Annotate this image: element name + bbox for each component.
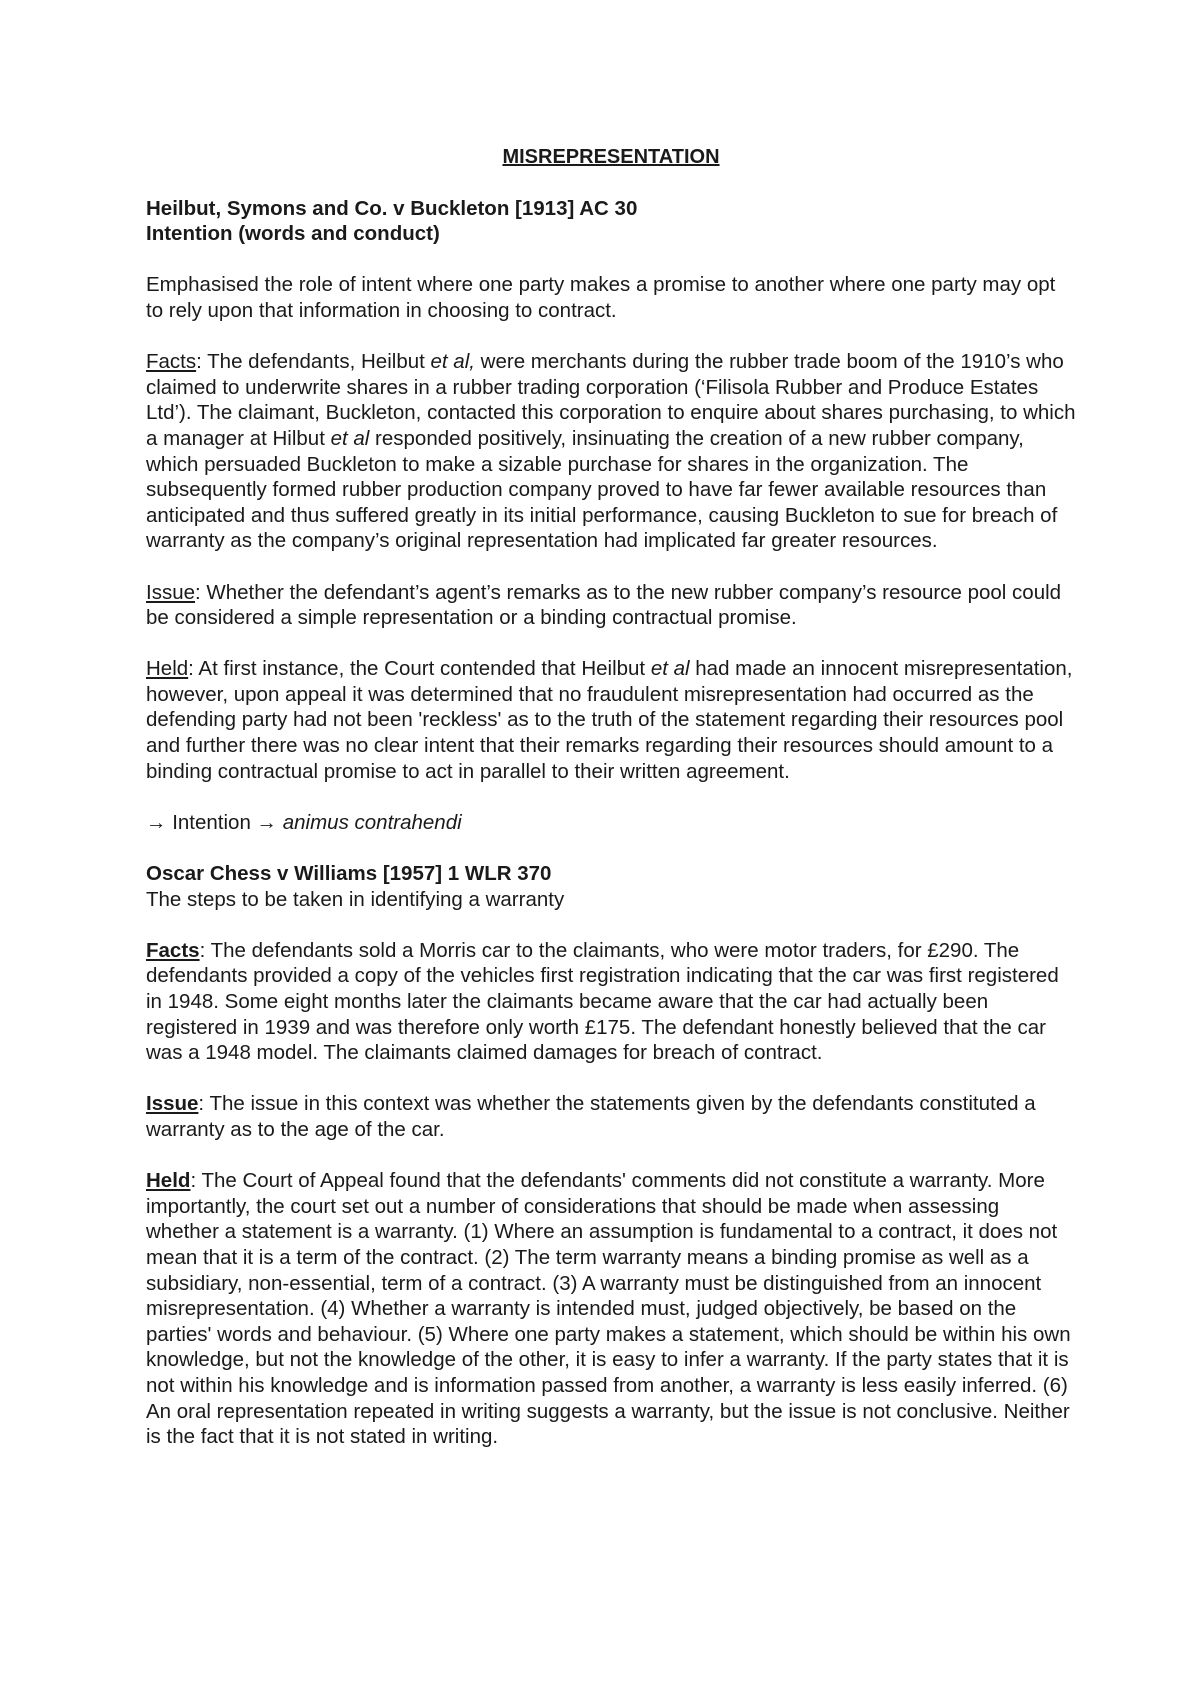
case-subtitle-oscar-chess: The steps to be taken in identifying a warranty (146, 887, 565, 911)
facts-text-b: were merchants during the rubber trade boom of the 1910’s who claimed to underwrite shares in a rubber trading corporation (‘Filisola Rubber and Produce Estates Ltd’). The claimant, Buckleton, contacted this corporation to enquire about shares purchasing, to which a manager at Hilbut (146, 350, 1076, 450)
held-text: : The Court of Appeal found that the defendants' comments did not constitute a warranty. More importantly, the court set out a number of considerations that should be made when assessing whether a statement is a warranty. (1) Where an assumption is fundamental to a contract, it does not mean that it is a term of the contract. (2) The term warranty means a binding promise as well as a subsidiary, non-essential, term of a contract. (3) A warranty must be distinguished from an innocent misrepresentation. (4) Whether a warranty is intended must, judged objectively, be based on the parties' words and behaviour. (5) Where one party makes a statement, which should be within his own knowledge, but not the knowledge of the other, it is easy to infer a warranty. If the party states that it is not within his knowledge and is information passed from another, a warranty is less easily inferred. (6) An oral representation repeated in writing suggests a warranty, but the issue is not conclusive. Neither is the fact that it is not stated in writing. (146, 1169, 1071, 1449)
facts-label: Facts (146, 938, 200, 962)
case-title-oscar-chess: Oscar Chess v Williams [1957] 1 WLR 370 (146, 862, 552, 886)
issue-text: : Whether the defendant’s agent’s remarks as to the new rubber company’s resource pool could be considered a simple representation or a binding contractual promise. (146, 580, 1062, 630)
held-text-b: had made an innocent misrepresentation, however, upon appeal it was determined that no fraudulent misrepresentation had occurred as the defending party had not been 'reckless' as to the truth of the statement regarding their resources pool and further there was no clear intent that their remarks regarding their resources should amount to a binding contractual promise to act in parallel to their written agreement. (146, 657, 1073, 783)
held-paragraph-heilbut (146, 656, 1076, 784)
facts-text-a: : The defendants, Heilbut (196, 350, 431, 374)
held-label: Held (146, 1169, 191, 1193)
et-al-italic: et al, (430, 350, 475, 374)
issue-paragraph-heilbut (146, 580, 1076, 631)
held-text-a: : At first instance, the Court contended that Heilbut (188, 657, 651, 681)
facts-text: : The defendants sold a Morris car to the claimants, who were motor traders, for £290. The defendants provided a copy of the vehicles first registration indicating that the car was first registered in 1948. Some eight months later the claimants became aware that the car had actually been registered in 1939 and was therefore only worth £175. The defendant honestly believed that the car was a 1948 model. The claimants claimed damages for breach of contract. (146, 938, 1059, 1065)
facts-text-c: responded positively, insinuating the creation of a new rubber company, which persuaded Buckleton to make a sizable purchase for shares in the organization. The subsequently formed rubber production company proved to have far fewer available resources than anticipated and thus suffered greatly in its initial performance, causing Buckleton to sue for breach of warranty as the company’s original representation had implicated far greater resources. (146, 426, 1058, 553)
issue-paragraph-oscar-chess (146, 1091, 1076, 1142)
intention-arrow-line (146, 810, 1076, 836)
facts-paragraph-heilbut (146, 349, 1076, 554)
page-title: MISREPRESENTATION (502, 146, 720, 168)
document-page (146, 140, 1076, 1450)
held-paragraph-oscar-chess (146, 1168, 1076, 1450)
case-subtitle-heilbut: Intention (words and conduct) (146, 222, 440, 246)
animus-italic: animus contrahendi (282, 810, 462, 834)
issue-text: : The issue in this context was whether the statements given by the defendants constituted a warranty as to the age of the car. (146, 1092, 1036, 1141)
held-label: Held (146, 657, 189, 681)
arrow-text: → Intention → (146, 810, 283, 834)
et-al-italic: et al (650, 657, 690, 681)
case-title-heilbut: Heilbut, Symons and Co. v Buckleton [1913] AC 30 (146, 196, 638, 220)
et-al-italic: et al (330, 426, 370, 450)
case-summary-heilbut: Emphasised the role of intent where one party makes a promise to another where one party may opt to rely upon that information in choosing to contract. (146, 273, 1056, 322)
issue-label: Issue (146, 1092, 199, 1116)
facts-paragraph-oscar-chess (146, 938, 1076, 1066)
issue-label: Issue (146, 580, 195, 604)
facts-label: Facts (146, 350, 197, 374)
